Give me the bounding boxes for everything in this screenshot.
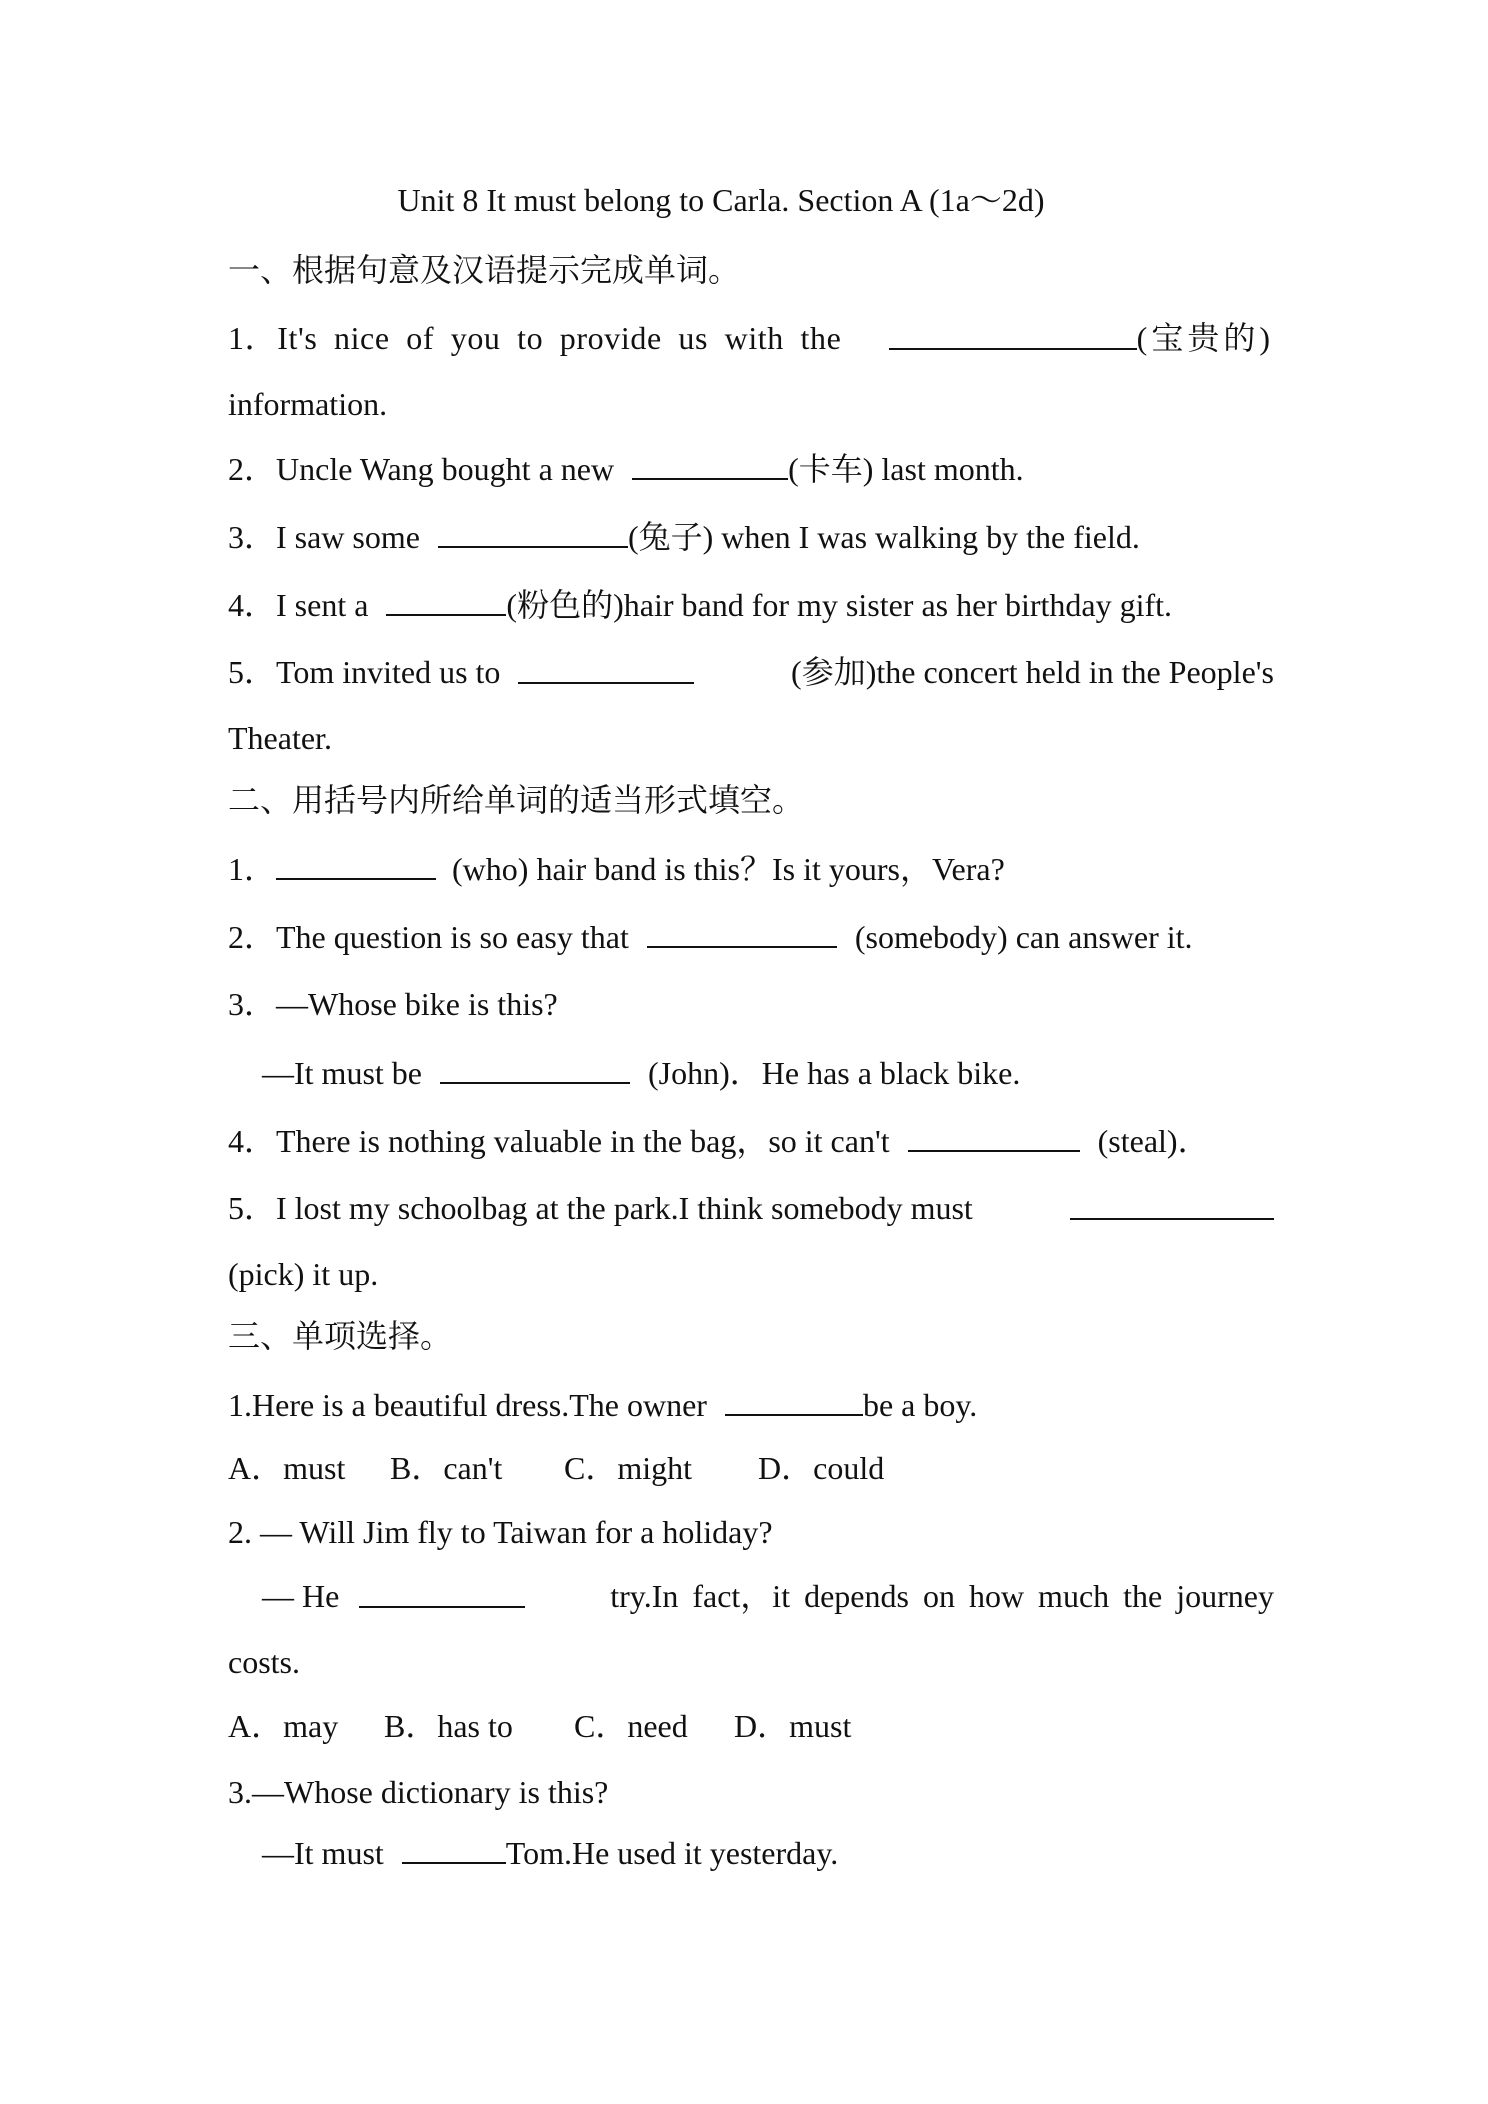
s2-question-3: 3．—Whose bike is this? xyxy=(228,986,558,1022)
s2-question-2 xyxy=(228,916,1193,956)
section-1-heading: 一、根据句意及汉语提示完成单词。 xyxy=(228,252,741,288)
s2-q5-blank[interactable] xyxy=(1070,1188,1274,1220)
s2-q2-text: 2．The question is so easy that xyxy=(228,919,629,955)
s1-question-5 xyxy=(228,652,1274,692)
s1-q5-hint: (参加)the concert held in the People's xyxy=(791,654,1274,690)
s3-q3-answer-line xyxy=(228,1832,838,1872)
s3-q2-tail: try.In fact，it depends on how much the journey xyxy=(610,1578,1274,1614)
s3-q3-blank[interactable] xyxy=(402,1832,506,1864)
s1-q4-hint: (粉色的)hair band for my sister as her birthday gift. xyxy=(506,587,1173,623)
s3-question-3: 3.—Whose dictionary is this? xyxy=(228,1774,609,1810)
s2-q4-blank[interactable] xyxy=(908,1120,1080,1152)
s1-question-3 xyxy=(228,516,1140,556)
s2-q4-hint: (steal)． xyxy=(1097,1123,1210,1159)
s3-q1-tail: be a boy. xyxy=(862,1387,978,1423)
s3-q1-option-a[interactable]: A．must xyxy=(228,1450,346,1486)
s1-question-1 xyxy=(228,318,1274,358)
s2-q4-text: 4．There is nothing valuable in the bag，so it can't xyxy=(228,1123,890,1159)
s1-q5-blank[interactable] xyxy=(518,652,694,684)
s1-q3-hint: (兔子) when I was walking by the field. xyxy=(627,519,1140,555)
s3-q3-tail: Tom.He used it yesterday. xyxy=(505,1835,839,1871)
s3-q2-option-c[interactable]: C．need xyxy=(574,1708,688,1744)
s2-q3-blank[interactable] xyxy=(440,1052,630,1084)
s1-q5-text: 5．Tom invited us to xyxy=(228,654,501,690)
s3-q2-text: — He xyxy=(262,1578,340,1614)
s2-q3-text: —It must be xyxy=(262,1055,422,1091)
page-title: Unit 8 It must belong to Carla. Section A (1a～2d) xyxy=(397,182,1045,218)
s3-q2-options xyxy=(228,1706,851,1746)
s1-q4-blank[interactable] xyxy=(386,584,506,616)
s1-q5-continued: Theater. xyxy=(228,720,332,756)
s2-q2-blank[interactable] xyxy=(647,916,837,948)
s1-q1-continued: information. xyxy=(228,386,388,422)
s1-question-2 xyxy=(228,448,1024,488)
s2-question-4 xyxy=(228,1120,1210,1160)
s1-q2-blank[interactable] xyxy=(632,448,788,480)
s1-q2-text: 2．Uncle Wang bought a new xyxy=(228,451,615,487)
s3-q2-blank[interactable] xyxy=(359,1576,525,1608)
s1-question-4 xyxy=(228,584,1172,624)
s2-q3-hint: (John)．He has a black bike. xyxy=(647,1055,1021,1091)
s2-q1-number: 1． xyxy=(228,851,277,887)
s2-q3-answer-line xyxy=(228,1052,1020,1092)
s3-q2-option-b[interactable]: B．has to xyxy=(384,1708,513,1744)
section-3-heading: 三、单项选择。 xyxy=(228,1318,453,1354)
s2-q5-continued: (pick) it up. xyxy=(228,1256,379,1292)
s3-question-2: 2. — Will Jim fly to Taiwan for a holiday? xyxy=(228,1514,773,1550)
s3-q2-continued: costs. xyxy=(228,1644,300,1680)
s3-q1-blank[interactable] xyxy=(725,1384,863,1416)
s3-q1-option-c[interactable]: C．might xyxy=(564,1450,693,1486)
s3-q1-text: 1.Here is a beautiful dress.The owner xyxy=(228,1387,707,1423)
s3-q2-answer-line xyxy=(228,1576,1274,1616)
s3-q1-option-d[interactable]: D．could xyxy=(758,1450,885,1486)
s2-q5-text: 5．I lost my schoolbag at the park.I think somebody must xyxy=(228,1190,973,1226)
s3-question-1 xyxy=(228,1384,977,1424)
s3-q3-text: —It must xyxy=(262,1835,384,1871)
s1-q1-text: 1．It's nice of you to provide us with the xyxy=(228,320,842,356)
s2-q1-hint: (who) hair band is this？Is it yours，Vera? xyxy=(452,851,1005,887)
s1-q2-hint: (卡车) last month. xyxy=(788,451,1024,487)
s2-q2-hint: (somebody) can answer it. xyxy=(854,919,1193,955)
s2-question-1 xyxy=(228,848,1005,888)
s3-q2-option-d[interactable]: D．must xyxy=(734,1708,852,1744)
section-2-heading: 二、用括号内所给单词的适当形式填空。 xyxy=(228,782,805,818)
s2-question-5 xyxy=(228,1188,1274,1228)
s3-q1-option-b[interactable]: B．can't xyxy=(390,1450,503,1486)
s1-q3-text: 3．I saw some xyxy=(228,519,420,555)
s1-q1-blank[interactable] xyxy=(889,318,1137,350)
s1-q1-hint: (宝贵的) xyxy=(1136,320,1274,356)
s1-q3-blank[interactable] xyxy=(438,516,628,548)
s3-q1-options xyxy=(228,1448,884,1488)
s2-q1-blank[interactable] xyxy=(276,848,436,880)
s1-q4-text: 4．I sent a xyxy=(228,587,369,623)
s3-q2-option-a[interactable]: A．may xyxy=(228,1708,339,1744)
